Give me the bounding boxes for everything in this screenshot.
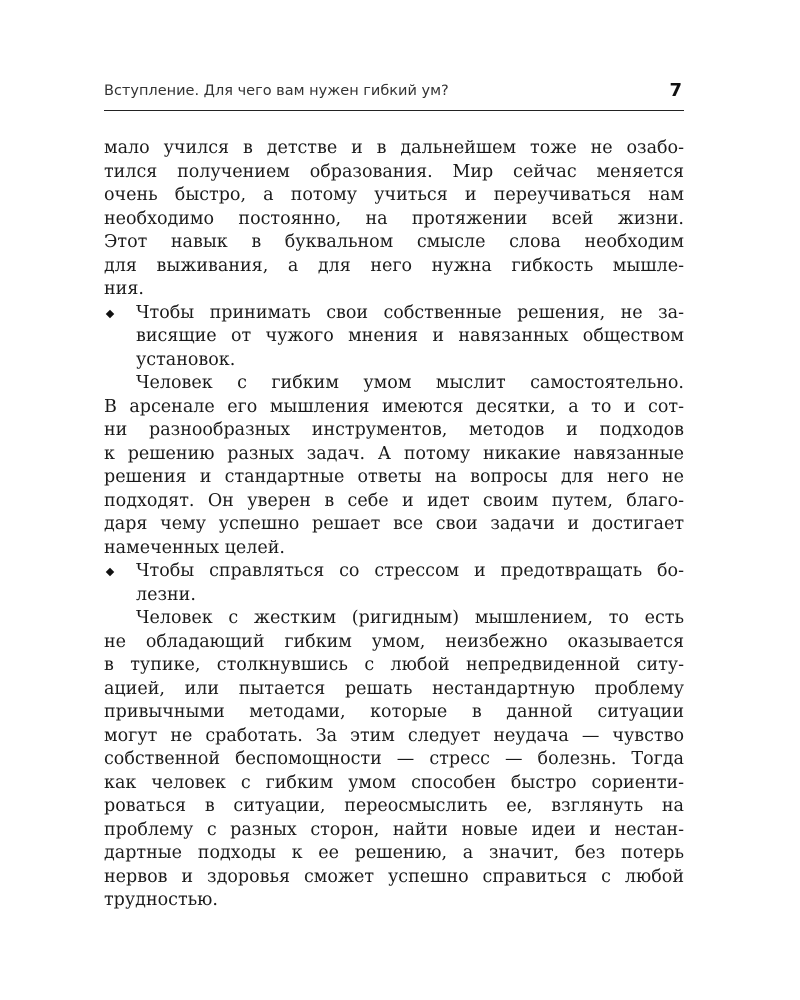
diamond-bullet-icon [106,568,114,576]
text-line: лезни. [136,584,196,605]
text-line: для выживания, а для него нужна гибкость мышле- [104,255,684,276]
text-line: проблему с разных сторон, найти новые идеи и нестан- [104,819,684,840]
text-line: Человек с жестким (ригидным) мышлением, то есть [136,608,684,628]
text-line: необходимо постоянно, на протяжении всей жизни. [104,208,684,229]
text-line: роваться в ситуации, переосмыслить ее, взглянуть на [104,796,684,816]
text-line: дартные подходы к ее решению, а значит, без потерь [104,843,684,863]
page-header [104,80,684,111]
text-line: могут не сработать. За этим следует неудача — чувство [104,725,684,746]
text-line: в тупике, столкнувшись с любой непредвиденной ситу- [104,655,684,675]
text-line: собственной беспомощности — стресс — болезнь. Тогда [104,749,684,769]
diamond-bullet-icon [106,309,114,317]
paragraph [104,607,684,913]
text-line: даря чему успешно решает все свои задачи и достигает [104,514,684,534]
text-line: трудностью. [104,890,218,910]
text-line: нервов и здоровья сможет успешно справиться с любой [104,866,684,887]
text-line: В арсенале его мышления имеются десятки, а то и сот- [104,396,684,417]
bullet-item [104,302,684,373]
text-line: мало учился в детстве и в дальнейшем тоже не озабо- [104,138,684,158]
text-line: очень быстро, а потому учиться и переучиваться нам [104,185,684,205]
running-title: Вступление. Для чего вам нужен гибкий ум? [104,83,449,99]
text-line: тился получением образования. Мир сейчас меняется [104,161,684,182]
text-line: висящие от чужого мнения и навязанных обществом [136,326,684,346]
text-line: Человек с гибким умом мыслит самостоятельно. [136,373,684,393]
text-line: как человек с гибким умом способен быстро сориенти- [104,772,684,793]
text-line: к решению разных задач. А потому никакие навязанные [104,443,684,464]
text-line: Чтобы принимать свои собственные решения, не за- [136,302,684,323]
text-line: привычными методами, которые в данной ситуации [104,702,684,722]
bullet-item [104,560,684,607]
text-line: ни разнообразных инструментов, методов и подходов [104,420,684,440]
paragraph [104,137,684,302]
body-text [104,137,684,913]
text-line: ацией, или пытается решать нестандартную проблему [104,678,684,699]
text-line: ния. [104,279,144,299]
text-line: установок. [136,349,236,370]
page-number: 7 [669,80,682,101]
paragraph [104,372,684,560]
text-line: Чтобы справляться со стрессом и предотвращать бо- [136,561,684,581]
text-line: не обладающий гибким умом, неизбежно оказывается [104,631,684,652]
text-line: намеченных целей. [104,537,285,558]
text-line: Этот навык в буквальном смысле слова необходим [104,232,684,252]
text-line: решения и стандартные ответы на вопросы для него не [104,467,684,487]
text-line: подходят. Он уверен в себе и идет своим путем, благо- [104,490,684,511]
